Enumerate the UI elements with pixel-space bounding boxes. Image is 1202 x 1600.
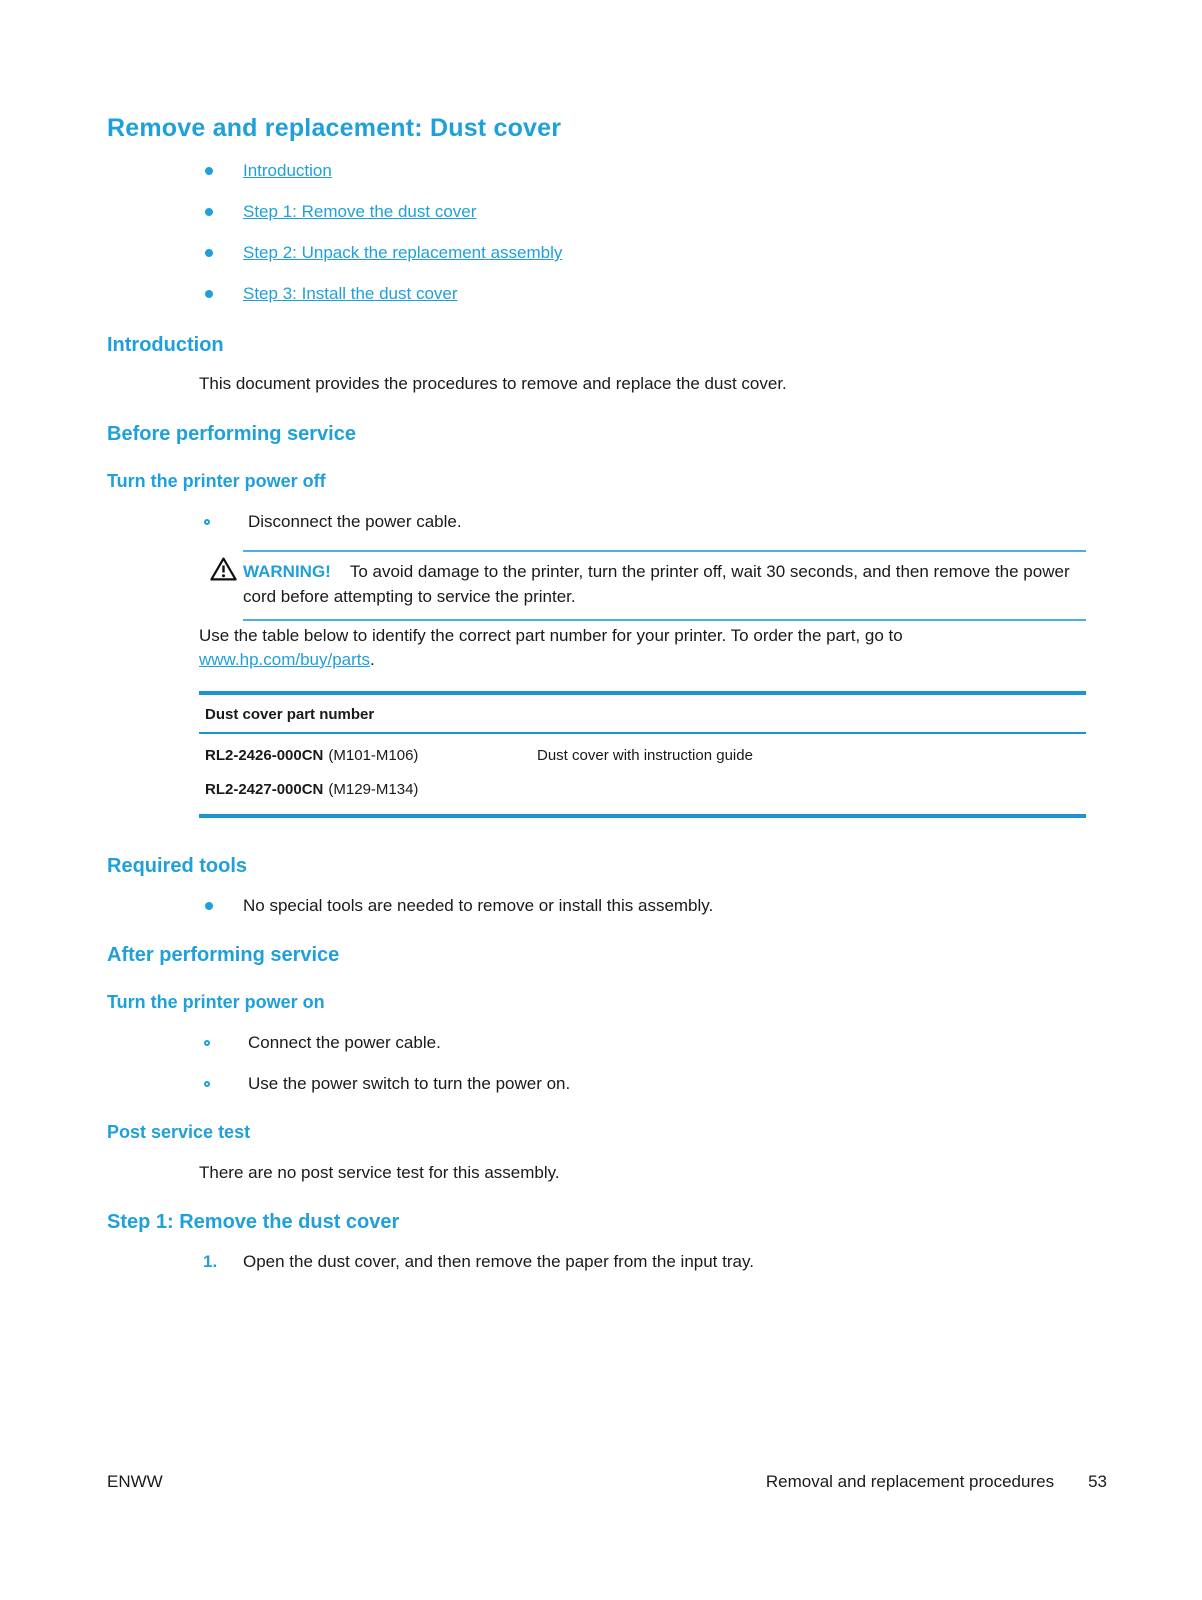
order-paragraph — [199, 624, 1037, 672]
list-item — [199, 1072, 1039, 1096]
table-row — [199, 734, 1086, 768]
toc-item — [204, 241, 562, 265]
toc-link-introduction[interactable]: Introduction — [243, 161, 332, 180]
circle-bullet-icon — [204, 1081, 210, 1087]
required-tools-heading: Required tools — [107, 855, 248, 877]
list-item-text: No special tools are needed to remove or install this assembly. — [243, 896, 714, 915]
toc-link-step1[interactable]: Step 1: Remove the dust cover — [243, 202, 477, 221]
part-models: (M101-M106) — [328, 747, 419, 764]
part-number-cell — [205, 746, 537, 766]
list-item-text: Open the dust cover, and then remove the paper from the input tray. — [243, 1252, 754, 1271]
list-item — [199, 510, 1039, 534]
bullet-icon — [205, 249, 213, 257]
list-number: 1. — [203, 1252, 218, 1271]
footer-section-title: Removal and replacement procedures — [765, 1472, 1055, 1491]
bullet-icon — [205, 902, 213, 910]
circle-bullet-icon — [204, 519, 210, 525]
toc-list — [204, 159, 562, 323]
order-text-end: . — [370, 650, 375, 669]
step1-heading: Step 1: Remove the dust cover — [107, 1211, 400, 1233]
footer-left: ENWW — [107, 1472, 163, 1491]
warning-label: WARNING! — [243, 562, 331, 581]
order-text: Use the table below to identify the correct part number for your printer. To order the part, go to — [199, 626, 903, 645]
page-number: 53 — [1088, 1472, 1107, 1491]
power-off-heading: Turn the printer power off — [107, 471, 326, 491]
toc-link-step3[interactable]: Step 3: Install the dust cover — [243, 284, 458, 303]
list-item — [204, 894, 1044, 918]
list-item-text: Connect the power cable. — [248, 1033, 441, 1052]
list-item-text: Disconnect the power cable. — [248, 512, 462, 531]
part-number: RL2-2426-000CN — [205, 747, 324, 764]
toc-item — [204, 159, 562, 183]
bullet-icon — [205, 167, 213, 175]
part-number-cell — [205, 780, 537, 800]
buy-parts-link[interactable]: www.hp.com/buy/parts — [199, 650, 371, 669]
warning-callout — [243, 550, 1086, 621]
numbered-list-item — [199, 1250, 1039, 1274]
power-on-heading: Turn the printer power on — [107, 992, 325, 1012]
toc-item — [204, 200, 562, 224]
page-title: Remove and replacement: Dust cover — [107, 114, 562, 142]
warning-text: To avoid damage to the printer, turn the printer off, wait 30 seconds, and then remove the power cord before attempting to service the printer. — [243, 562, 1070, 606]
list-item — [199, 1031, 1039, 1055]
table-header: Dust cover part number — [199, 695, 1086, 734]
circle-bullet-icon — [204, 1040, 210, 1046]
after-service-heading: After performing service — [107, 944, 340, 966]
list-item-text: Use the power switch to turn the power on. — [248, 1074, 571, 1093]
introduction-heading: Introduction — [107, 334, 224, 356]
part-description-cell — [537, 780, 1080, 800]
page-footer — [107, 1472, 1107, 1492]
part-description-cell: Dust cover with instruction guide — [537, 747, 753, 764]
part-number: RL2-2427-000CN — [205, 781, 324, 798]
bullet-icon — [205, 208, 213, 216]
warning-icon — [209, 556, 238, 582]
post-service-test-body: There are no post service test for this assembly. — [199, 1163, 560, 1182]
toc-item — [204, 282, 562, 306]
post-service-test-heading: Post service test — [107, 1122, 251, 1142]
parts-table — [199, 691, 1086, 818]
toc-link-step2[interactable]: Step 2: Unpack the replacement assembly — [243, 243, 563, 262]
part-models: (M129-M134) — [328, 781, 419, 798]
introduction-body: This document provides the procedures to remove and replace the dust cover. — [199, 374, 787, 393]
bullet-icon — [205, 290, 213, 298]
before-service-heading: Before performing service — [107, 423, 356, 445]
table-row — [199, 768, 1086, 814]
